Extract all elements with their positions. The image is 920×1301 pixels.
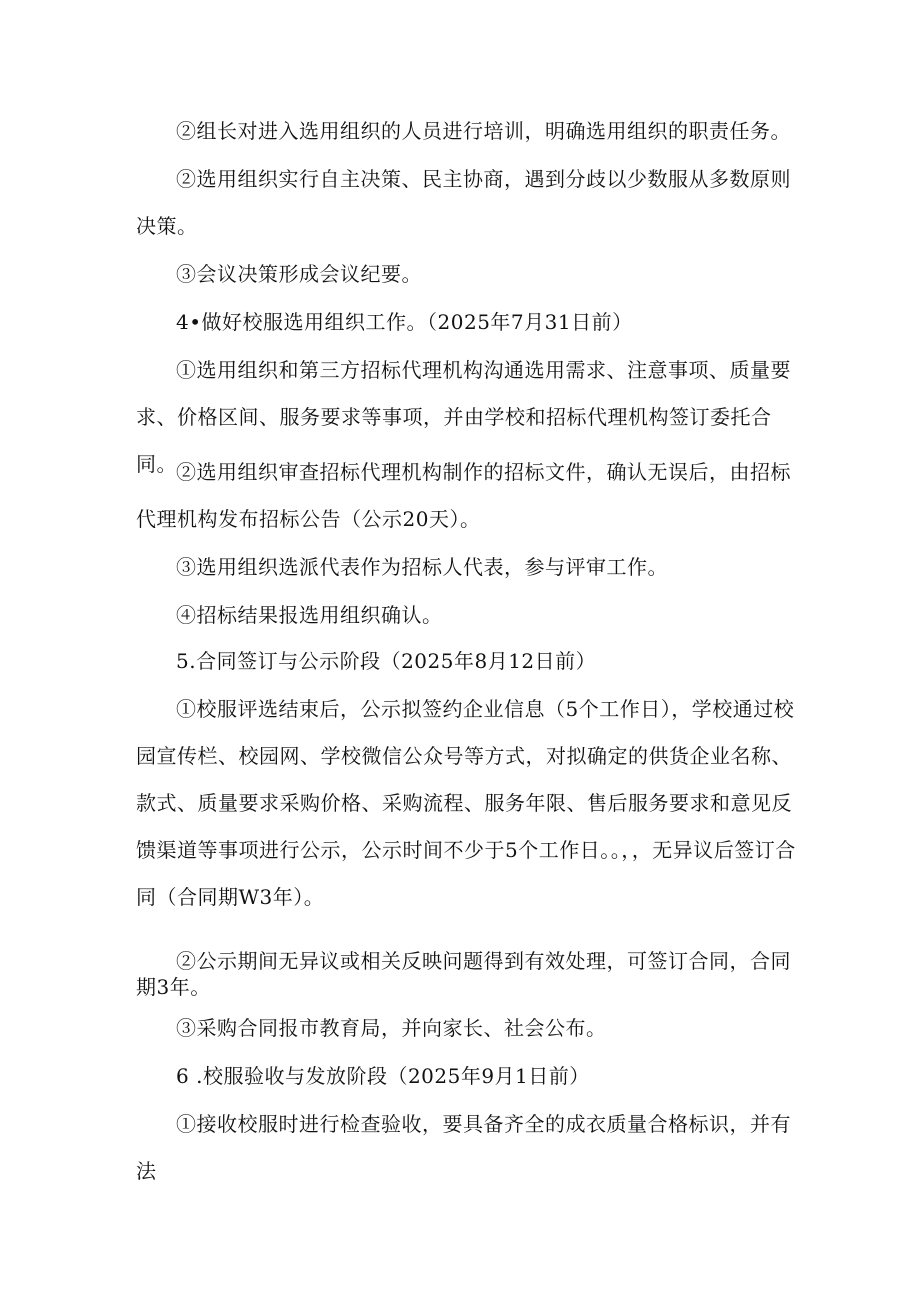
paragraph-decision-making: ②选用组织实行自主决策、民主协商，遇到分歧以少数服从多数原则决策。 bbox=[136, 167, 791, 238]
paragraph-acceptance: ①接收校服时进行检查验收，要具备齐全的成衣质量合格标识，并有法 bbox=[136, 1112, 791, 1183]
paragraph-contract-report: ③采购合同报市教育局，并向家长、社会公布。 bbox=[176, 1016, 607, 1040]
paragraph-training: ②组长对进入选用组织的人员进行培训，明确选用组织的职责任务。 bbox=[176, 119, 791, 143]
paragraph-representative: ③选用组织选派代表作为招标人代表，参与评审工作。 bbox=[176, 555, 668, 579]
paragraph-agency-communication: ①选用组织和第三方招标代理机构沟通选用需求、注意事项、质量要求、价格区间、服务要求等事项，并由学校和招标代理机构签订委托合同。 bbox=[136, 358, 791, 476]
paragraph-tender-review: ②选用组织审查招标代理机构制作的招标文件，确认无误后，由招标代理机构发布招标公告（公示20天）。 bbox=[136, 460, 791, 531]
paragraph-tender-result: ④招标结果报选用组织确认。 bbox=[176, 603, 443, 627]
paragraph-contract-signing: ②公示期间无异议或相关反映问题得到有效处理，可签订合同，合同期3年。 bbox=[136, 949, 791, 999]
paragraph-publicity: ①校服评选结束后，公示拟签约企业信息（5个工作日），学校通过校园宣传栏、校园网、学校微信公众号等方式，对拟确定的供货企业名称、款式、质量要求采购价格、采购流程、服务年限、售后服务要求和意见反馈渠道等事项进行公示，公示时间不少于5个工作日。。，，无异议后签订合同（合同期W3年）。 bbox=[136, 697, 796, 909]
section-heading-6: 6 .校服验收与发放阶段（2025年9月1日前） bbox=[176, 1064, 590, 1088]
section-heading-4: 4•做好校服选用组织工作。（2025年7月31日前） bbox=[176, 310, 633, 334]
section-heading-5: 5.合同签订与公示阶段（2025年8月12日前） bbox=[176, 649, 597, 673]
paragraph-meeting-minutes: ③会议决策形成会议纪要。 bbox=[176, 262, 422, 286]
